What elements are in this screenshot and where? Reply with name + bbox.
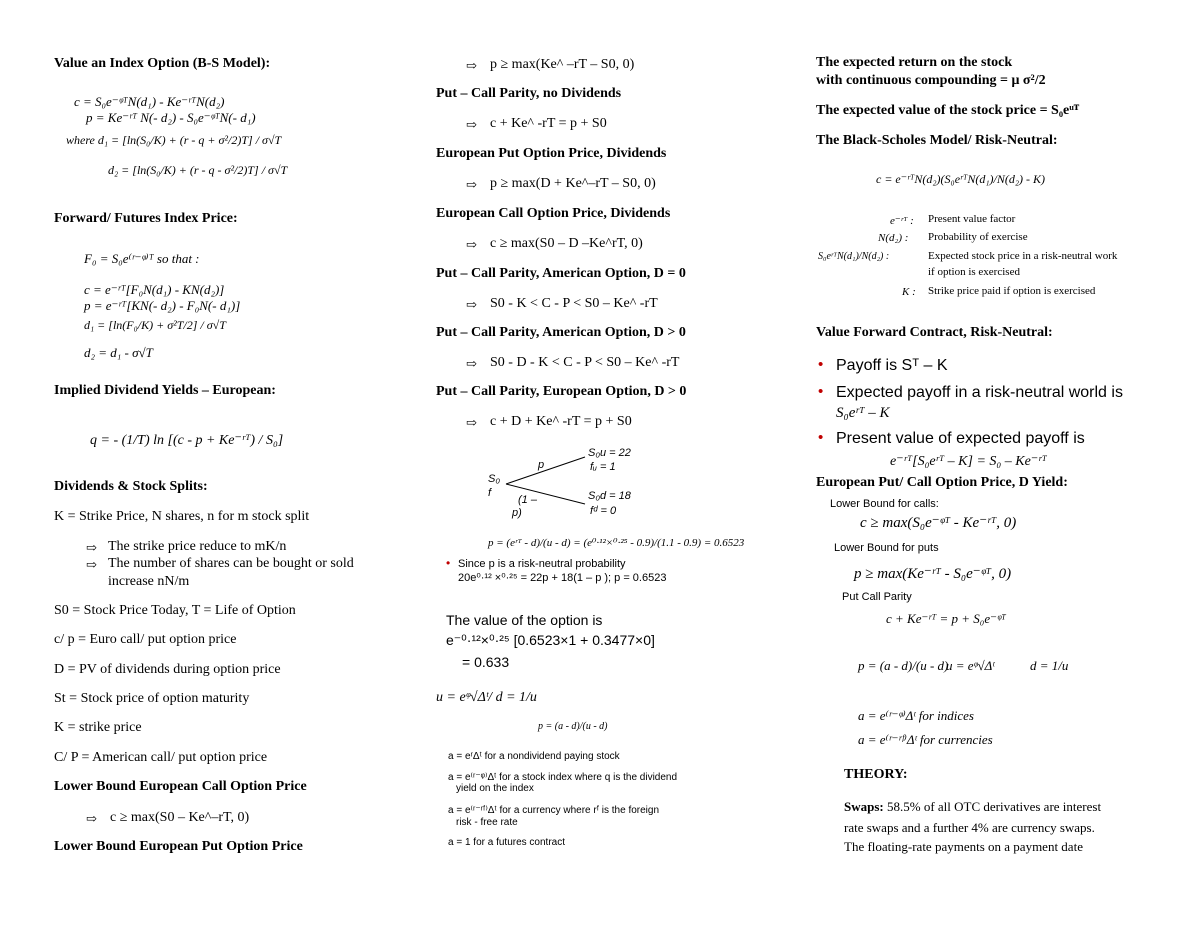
p-small-formula: p = (a - d)/(u - d) [538, 721, 608, 732]
strike-definition: K = Strike Price, N shares, n for m stock split [54, 509, 310, 524]
bs-formula-d1: where d₁ = [ln(S₀/K) + (r - q + σ²/2)T] / σ√T [66, 133, 282, 147]
split-shares-text-cont: increase nN/m [108, 574, 190, 589]
pcp-dyield-formula: c + Ke⁻ʳᵀ = p + S₀e⁻ᵠᵀ [886, 611, 1006, 626]
p-eq: p = (a - d)/(u - d) [858, 658, 949, 673]
forward-formula-d2: d₂ = d₁ - σ√T [84, 345, 153, 360]
legend-sym-prob: N(d₂) : [878, 232, 909, 244]
def-am-cp: C/ P = American call/ put option price [54, 750, 268, 765]
option-value-result: = 0.633 [462, 654, 510, 670]
a-currency-cont: risk - free rate [456, 817, 518, 828]
legend-sym-k: K : [902, 286, 916, 298]
tree-down-price: S₀d = 18 [588, 490, 631, 502]
legend-desc-k: Strike price paid if option is exercised [928, 285, 1096, 297]
a-index: a = e⁽ʳ⁻ᵠ⁾Δᵗ for a stock index where q is the dividend [448, 772, 678, 783]
arrow-icon: ⇨ [466, 356, 477, 371]
lb-puts-formula: p ≥ max(Ke⁻ʳᵀ - S₀e⁻ᵠᵀ, 0) [854, 566, 1012, 582]
lb-puts-label: Lower Bound for puts [834, 542, 939, 554]
eu-dpos-formula: c + D + Ke^ -rT = p + S0 [490, 414, 632, 429]
def-st: St = Stock price of option maturity [54, 691, 250, 706]
arrow-icon: ⇨ [86, 540, 97, 555]
forward-formula-d1: d₁ = [ln(F₀/K) + σ²T/2] / σ√T [84, 318, 226, 332]
legend-desc-exp: Expected stock price in a risk-neutral work [928, 250, 1118, 262]
bs-risk-neutral-formula: c = e⁻ʳᵀN(d₂)(S₀eʳᵀN(d₁)/N(d₂) - K) [876, 172, 1046, 186]
lb-calls-label: Lower Bound for calls: [830, 498, 939, 510]
implied-yield-title: Implied Dividend Yields – European: [54, 383, 276, 398]
eu-dpos-title: Put – Call Parity, European Option, D > 0 [436, 384, 687, 399]
am-d0-formula: S0 - K < C - P < S0 – Ke^ -rT [490, 296, 658, 311]
bullet-icon: • [818, 356, 824, 373]
tree-p: p [538, 459, 545, 471]
arrow-icon: ⇨ [466, 177, 477, 192]
pcp-formula: c + Ke^ -rT = p + S0 [490, 116, 607, 131]
def-d: D = PV of dividends during option price [54, 662, 281, 677]
option-value-title: The value of the option is [446, 612, 603, 628]
index-option-title: Value an Index Option (B-S Model): [54, 56, 271, 71]
implied-yield-formula: q = - (1/T) ln [(c - p + Ke⁻ʳᵀ) / S₀] [90, 433, 284, 448]
exp-return-line-1: The expected return on the stock [816, 55, 1013, 70]
bullet-icon: • [818, 383, 824, 400]
split-strike-text: The strike price reduce to mK/n [108, 539, 287, 554]
eu-put-div-title: European Put Option Price, Dividends [436, 146, 667, 161]
fwd-present-value: Present value of expected payoff is [836, 430, 1085, 447]
arrow-icon: ⇨ [466, 117, 477, 132]
option-value-line: e⁻⁰·¹²×⁰·²⁵ [0.6523×1 + 0.3477×0] [446, 632, 655, 648]
arrow-icon: ⇨ [466, 237, 477, 252]
a-nondividend: a = eʳΔᵗ for a nondividend paying stock [448, 751, 620, 762]
bs-formula-call: c = S₀e⁻ᵠᵀN(d₁) - Ke⁻ʳᵀN(d₂) [74, 94, 225, 109]
tree-up-payoff: fᵤ = 1 [590, 461, 616, 473]
swaps-label: Swaps: [844, 799, 884, 814]
lb-call-formula: c ≥ max(S0 – Ke^–rT, 0) [110, 810, 250, 825]
arrow-icon: ⇨ [86, 557, 97, 572]
tree-f: f [488, 487, 492, 499]
arrow-icon: ⇨ [466, 58, 477, 73]
legend-sym-pv: e⁻ʳᵀ : [890, 215, 914, 227]
a-currency: a = e⁽ʳ⁻ʳᶠ⁾Δᵗ for a currency where rᶠ is the foreign [448, 805, 660, 816]
bullet-icon: • [446, 556, 451, 570]
eu-put-div-formula: p ≥ max(D + Ke^–rT – S0, 0) [490, 176, 656, 191]
bs-formula-put: p = Ke⁻ʳᵀ N(- d₂) - S₀e⁻ᵠᵀN(- d₁) [86, 110, 256, 125]
bs-formula-d2: d₂ = [ln(S₀/K) + (r - q - σ²/2)T] / σ√T [108, 163, 288, 177]
pcp-title: Put – Call Parity, no Dividends [436, 86, 622, 101]
tree-s0: S₀ [488, 473, 500, 485]
tree-p2: p) [512, 507, 522, 519]
since-line-1: Since p is a risk-neutral probability [458, 558, 626, 570]
swaps-paragraph [844, 799, 1101, 815]
eu-dyield-title: European Put/ Call Option Price, D Yield: [816, 475, 1068, 490]
p-formula: p = (eʳᵀ - d)/(u - d) = (e⁰·¹²×⁰·²⁵ - 0.9)/(1.1 - 0.9) = 0.6523 [488, 537, 745, 549]
u-eq: u = eᵠ√Δᵗ [946, 658, 995, 673]
split-shares-text: The number of shares can be bought or sold [108, 556, 354, 571]
tree-one-minus: (1 – [518, 494, 537, 506]
pcp-label: Put Call Parity [842, 591, 912, 603]
eu-call-div-formula: c ≥ max(S0 – D –Ke^rT, 0) [490, 236, 643, 251]
am-dpos-title: Put – Call Parity, American Option, D > 0 [436, 325, 686, 340]
arrow-icon: ⇨ [466, 415, 477, 430]
binomial-tree [480, 440, 680, 525]
a-indices: a = e⁽ʳ⁻ᵠ⁾Δᵗ for indices [858, 708, 974, 723]
forward-formula-c: c = e⁻ʳᵀ[F₀N(d₁) - KN(d₂)] [84, 282, 225, 297]
tree-down-payoff: fᵈ = 0 [590, 505, 617, 517]
d-eq: d = 1/u [1030, 658, 1069, 673]
a-index-cont: yield on the index [456, 783, 534, 794]
eu-call-div-title: European Call Option Price, Dividends [436, 206, 671, 221]
legend-sym-exp: S₀eʳᵀN(d₁)/N(d₂) : [818, 251, 890, 262]
exp-return-line-2: with continuous compounding = μ σ²/2 [816, 73, 1046, 88]
tree-up-branch [506, 457, 585, 484]
tree-up-price: S₀u = 22 [588, 447, 631, 459]
legend-desc-pv: Present value factor [928, 213, 1016, 225]
lb-put-title: Lower Bound European Put Option Price [54, 839, 303, 854]
bullet-icon: • [818, 429, 824, 446]
u-line: u = eᵠ√Δᵗ/ d = 1/u [436, 690, 537, 705]
since-line-2: 20e⁰·¹² ×⁰·²⁵ = 22p + 18(1 – p ); p = 0.6523 [458, 572, 667, 584]
fwd-payoff: Payoff is Sᵀ – K [836, 357, 948, 374]
lb-put-formula: p ≥ max(Ke^ –rT – S0, 0) [490, 57, 635, 72]
arrow-icon: ⇨ [86, 811, 97, 826]
exp-value-line: The expected value of the stock price = S₀eᵘᵀ [816, 103, 1080, 118]
am-d0-title: Put – Call Parity, American Option, D = 0 [436, 266, 686, 281]
a-currencies: a = e⁽ʳ⁻ʳᶠ⁾Δᵗ for currencies [858, 732, 993, 747]
legend-desc-prob: Probability of exercise [928, 231, 1028, 243]
am-dpos-formula: S0 - D - K < C - P < S0 – Ke^ -rT [490, 355, 680, 370]
fwd-present-value-formula: e⁻ʳᵀ[S₀eʳᵀ – K] = S₀ – Ke⁻ʳᵀ [890, 454, 1047, 469]
swaps-text-1: 58.5% of all OTC derivatives are interest [883, 799, 1102, 814]
forward-title: Forward/ Futures Index Price: [54, 211, 238, 226]
lb-calls-formula: c ≥ max(S₀e⁻ᵠᵀ - Ke⁻ʳᵀ, 0) [860, 515, 1017, 531]
lb-call-title: Lower Bound European Call Option Price [54, 779, 307, 794]
arrow-icon: ⇨ [466, 297, 477, 312]
swaps-text-2: rate swaps and a further 4% are currency swaps. [844, 820, 1095, 835]
theory-title: THEORY: [844, 767, 908, 782]
a-futures: a = 1 for a futures contract [448, 837, 566, 848]
legend-desc-exp-cont: if option is exercised [928, 266, 1020, 278]
def-k: K = strike price [54, 720, 142, 735]
swaps-text-3: The floating-rate payments on a payment date [844, 839, 1083, 854]
fwd-expected-payoff: Expected payoff in a risk-neutral world is [836, 384, 1123, 401]
forward-formula-p: p = e⁻ʳᵀ[KN(- d₂) - F₀N(- d₁)] [84, 298, 241, 313]
def-cp: c/ p = Euro call/ put option price [54, 632, 237, 647]
fwd-contract-title: Value Forward Contract, Risk-Neutral: [816, 325, 1053, 340]
fwd-expected-payoff-formula: S₀eʳᵀ – K [836, 405, 890, 421]
dividends-title: Dividends & Stock Splits: [54, 479, 208, 494]
def-s0: S0 = Stock Price Today, T = Life of Option [54, 603, 296, 618]
forward-formula-f0: F₀ = S₀e⁽ʳ⁻ᵠ⁾ᵀ so that : [84, 251, 200, 266]
bs-risk-neutral-title: The Black-Scholes Model/ Risk-Neutral: [816, 133, 1058, 148]
